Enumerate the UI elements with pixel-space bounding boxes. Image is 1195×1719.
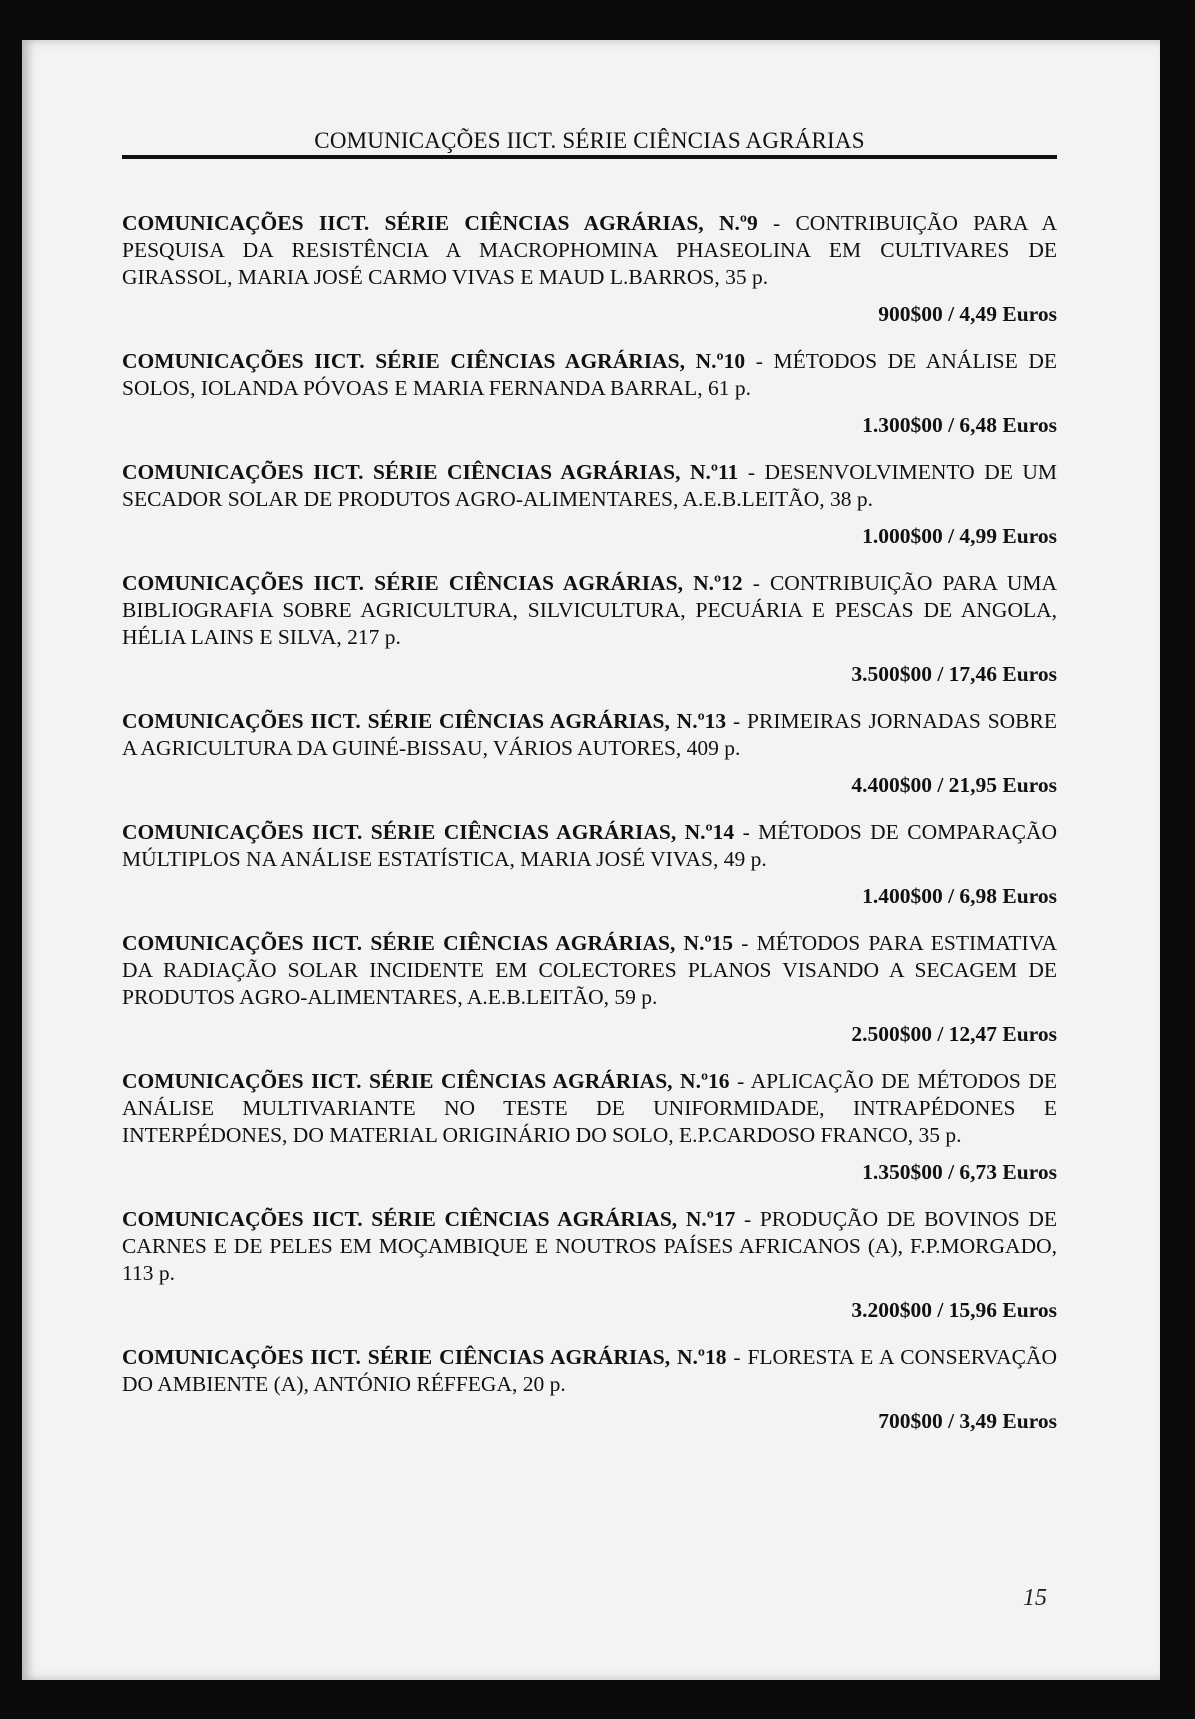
entry-series: COMUNICAÇÕES IICT. SÉRIE CIÊNCIAS AGRÁRIAS, N.º14 xyxy=(122,820,735,844)
catalog-entry-14 xyxy=(122,819,1057,910)
entry-price: 1.300$00 / 6,48 Euros xyxy=(862,413,1057,437)
entry-series: COMUNICAÇÕES IICT. SÉRIE CIÊNCIAS AGRÁRIAS, N.º17 xyxy=(122,1207,736,1231)
entry-text xyxy=(122,930,1057,1011)
entry-text xyxy=(122,708,1057,762)
entry-price: 700$00 / 3,49 Euros xyxy=(878,1409,1057,1433)
entry-text xyxy=(122,1344,1057,1398)
entry-description: - MÉTODOS DE ANÁLISE DE SOLOS, IOLANDA PÓVOAS E MARIA FERNANDA BARRAL, 61 p. xyxy=(122,349,1057,400)
entry-description: - DESENVOLVIMENTO DE UM SECADOR SOLAR DE PRODUTOS AGRO-ALIMENTARES, A.E.B.LEITÃO, 38 p. xyxy=(122,460,1058,511)
catalog-entry-15 xyxy=(122,930,1057,1048)
running-header: COMUNICAÇÕES IICT. SÉRIE CIÊNCIAS AGRÁRIAS xyxy=(314,128,865,153)
catalog-entry-12 xyxy=(122,570,1057,688)
catalog-entry-9 xyxy=(122,210,1057,328)
entry-price: 1.400$00 / 6,98 Euros xyxy=(862,884,1057,908)
entry-series: COMUNICAÇÕES IICT. SÉRIE CIÊNCIAS AGRÁRIAS, N.º9 xyxy=(122,211,758,235)
entry-description: - APLICAÇÃO DE MÉTODOS DE ANÁLISE MULTIVARIANTE NO TESTE DE UNIFORMIDADE, INTRAPÉDONES E INTERPÉDONES, DO MATERIAL ORIGINÁRIO DO SOLO, E.P.CARDOSO FRANCO, 35 p. xyxy=(122,1069,1057,1147)
entry-price: 3.500$00 / 17,46 Euros xyxy=(851,662,1057,686)
entry-price: 1.000$00 / 4,99 Euros xyxy=(862,524,1057,548)
entry-text xyxy=(122,1068,1057,1149)
entry-price: 1.350$00 / 6,73 Euros xyxy=(862,1160,1057,1184)
entry-text xyxy=(122,210,1057,291)
entry-description: - FLORESTA E A CONSERVAÇÃO DO AMBIENTE (A), ANTÓNIO RÉFFEGA, 20 p. xyxy=(122,1345,1058,1396)
entry-description: - MÉTODOS DE COMPARAÇÃO MÚLTIPLOS NA ANÁLISE ESTATÍSTICA, MARIA JOSÉ VIVAS, 49 p. xyxy=(122,820,1057,871)
entry-price: 3.200$00 / 15,96 Euros xyxy=(851,1298,1057,1322)
document-page xyxy=(22,40,1160,1680)
page-number: 15 xyxy=(1023,1585,1047,1611)
entry-series: COMUNICAÇÕES IICT. SÉRIE CIÊNCIAS AGRÁRIAS, N.º15 xyxy=(122,931,734,955)
entry-text xyxy=(122,1206,1057,1287)
entry-description: - CONTRIBUIÇÃO PARA UMA BIBLIOGRAFIA SOBRE AGRICULTURA, SILVICULTURA, PECUÁRIA E PESCAS DE ANGOLA, HÉLIA LAINS E SILVA, 217 p. xyxy=(122,571,1058,649)
entry-series: COMUNICAÇÕES IICT. SÉRIE CIÊNCIAS AGRÁRIAS, N.º11 xyxy=(122,460,739,484)
entry-price: 900$00 / 4,49 Euros xyxy=(878,302,1057,326)
entry-description: - MÉTODOS PARA ESTIMATIVA DA RADIAÇÃO SOLAR INCIDENTE EM COLECTORES PLANOS VISANDO A SECAGEM DE PRODUTOS AGRO-ALIMENTARES, A.E.B.LEITÃO, 59 p. xyxy=(122,931,1057,1009)
catalog-entry-10 xyxy=(122,348,1057,439)
entry-text xyxy=(122,570,1057,651)
entry-price: 4.400$00 / 21,95 Euros xyxy=(851,773,1057,797)
entry-text xyxy=(122,819,1057,873)
entry-price: 2.500$00 / 12,47 Euros xyxy=(851,1022,1057,1046)
catalog-entry-18 xyxy=(122,1344,1057,1435)
entry-series: COMUNICAÇÕES IICT. SÉRIE CIÊNCIAS AGRÁRIAS, N.º18 xyxy=(122,1345,727,1369)
catalog-entry-13 xyxy=(122,708,1057,799)
entry-text xyxy=(122,459,1057,513)
entry-text xyxy=(122,348,1057,402)
entry-series: COMUNICAÇÕES IICT. SÉRIE CIÊNCIAS AGRÁRIAS, N.º16 xyxy=(122,1069,730,1093)
page-content xyxy=(122,40,1057,1680)
entry-series: COMUNICAÇÕES IICT. SÉRIE CIÊNCIAS AGRÁRIAS, N.º10 xyxy=(122,349,746,373)
entry-series: COMUNICAÇÕES IICT. SÉRIE CIÊNCIAS AGRÁRIAS, N.º13 xyxy=(122,709,727,733)
entry-description: - PRODUÇÃO DE BOVINOS DE CARNES E DE PELES EM MOÇAMBIQUE E NOUTROS PAÍSES AFRICANOS (A), F.P.MORGADO, 113 p. xyxy=(122,1207,1057,1285)
catalog-entry-16 xyxy=(122,1068,1057,1186)
header-rule xyxy=(122,155,1057,159)
catalog-entries xyxy=(122,210,1057,1435)
catalog-entry-11 xyxy=(122,459,1057,550)
entry-description: - PRIMEIRAS JORNADAS SOBRE A AGRICULTURA DA GUINÉ-BISSAU, VÁRIOS AUTORES, 409 p. xyxy=(122,709,1057,760)
entry-description: - CONTRIBUIÇÃO PARA A PESQUISA DA RESISTÊNCIA A MACROPHOMINA PHASEOLINA EM CULTIVARES DE GIRASSOL, MARIA JOSÉ CARMO VIVAS E MAUD L.BARROS, 35 p. xyxy=(122,211,1058,289)
entry-series: COMUNICAÇÕES IICT. SÉRIE CIÊNCIAS AGRÁRIAS, N.º12 xyxy=(122,571,743,595)
catalog-entry-17 xyxy=(122,1206,1057,1324)
